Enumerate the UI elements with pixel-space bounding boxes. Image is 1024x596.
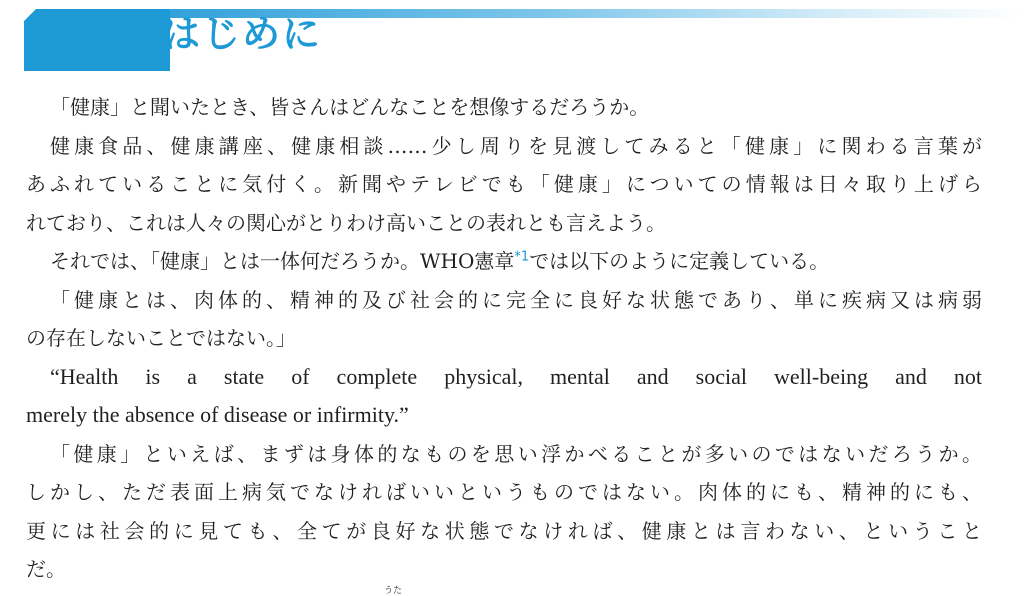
paragraph-6-line-3: 更には社会的に見ても、全てが良好な状態でなければ、健康とは言わない、ということ (26, 518, 982, 543)
definition-quote-line-1: 「健康とは、肉体的、精神的及び社会的に完全に良好な状態であり、単に疾病又は病弱 (50, 287, 982, 312)
paragraph-2-line-1: 健康食品、健康講座、健康相談……少し周りを見渡してみると「健康」に関わる言葉が (50, 133, 982, 158)
section-title: はじめに (162, 12, 323, 56)
definition-quote-line-2: の存在しないことではない。」 (26, 326, 296, 350)
paragraph-1-line-1: 「健康」と聞いたとき、皆さんはどんなことを想像するだろうか。 (50, 95, 650, 119)
english-quote-line-1: “Health is a state of complete physical, mental and social well-being and not (50, 363, 982, 389)
english-quote-line-2: merely the absence of disease or infirmity.” (26, 402, 409, 427)
footnote-reference[interactable]: *1 (514, 249, 530, 265)
paragraph-3-text-before: それでは、「健康」とは一体何だろうか。WHO憲章 (50, 249, 515, 273)
paragraph-6-line-1: 「健康」といえば、まずは身体的なものを思い浮かべることが多いのではないだろうか。 (50, 441, 982, 466)
body-text (26, 88, 982, 589)
paragraph-6-line-2: しかし、ただ表面上病気でなければいいというものではない。肉体的にも、精神的にも、 (26, 480, 982, 504)
paragraph-3-line-1 (26, 242, 982, 281)
paragraph-6-line-4: だ。 (26, 557, 66, 581)
header-accent-block (24, 9, 170, 71)
ruby-annotation-fragment: うた (384, 586, 403, 596)
paragraph-2-line-3: れており、これは人々の関心がとりわけ高いことの表れとも言えよう。 (26, 210, 666, 235)
paragraph-3-text-after: では以下のように定義している。 (529, 249, 830, 273)
paragraph-2-line-2: あふれていることに気付く。新聞やテレビでも「健康」についての情報は日々取り上げら (26, 172, 982, 196)
